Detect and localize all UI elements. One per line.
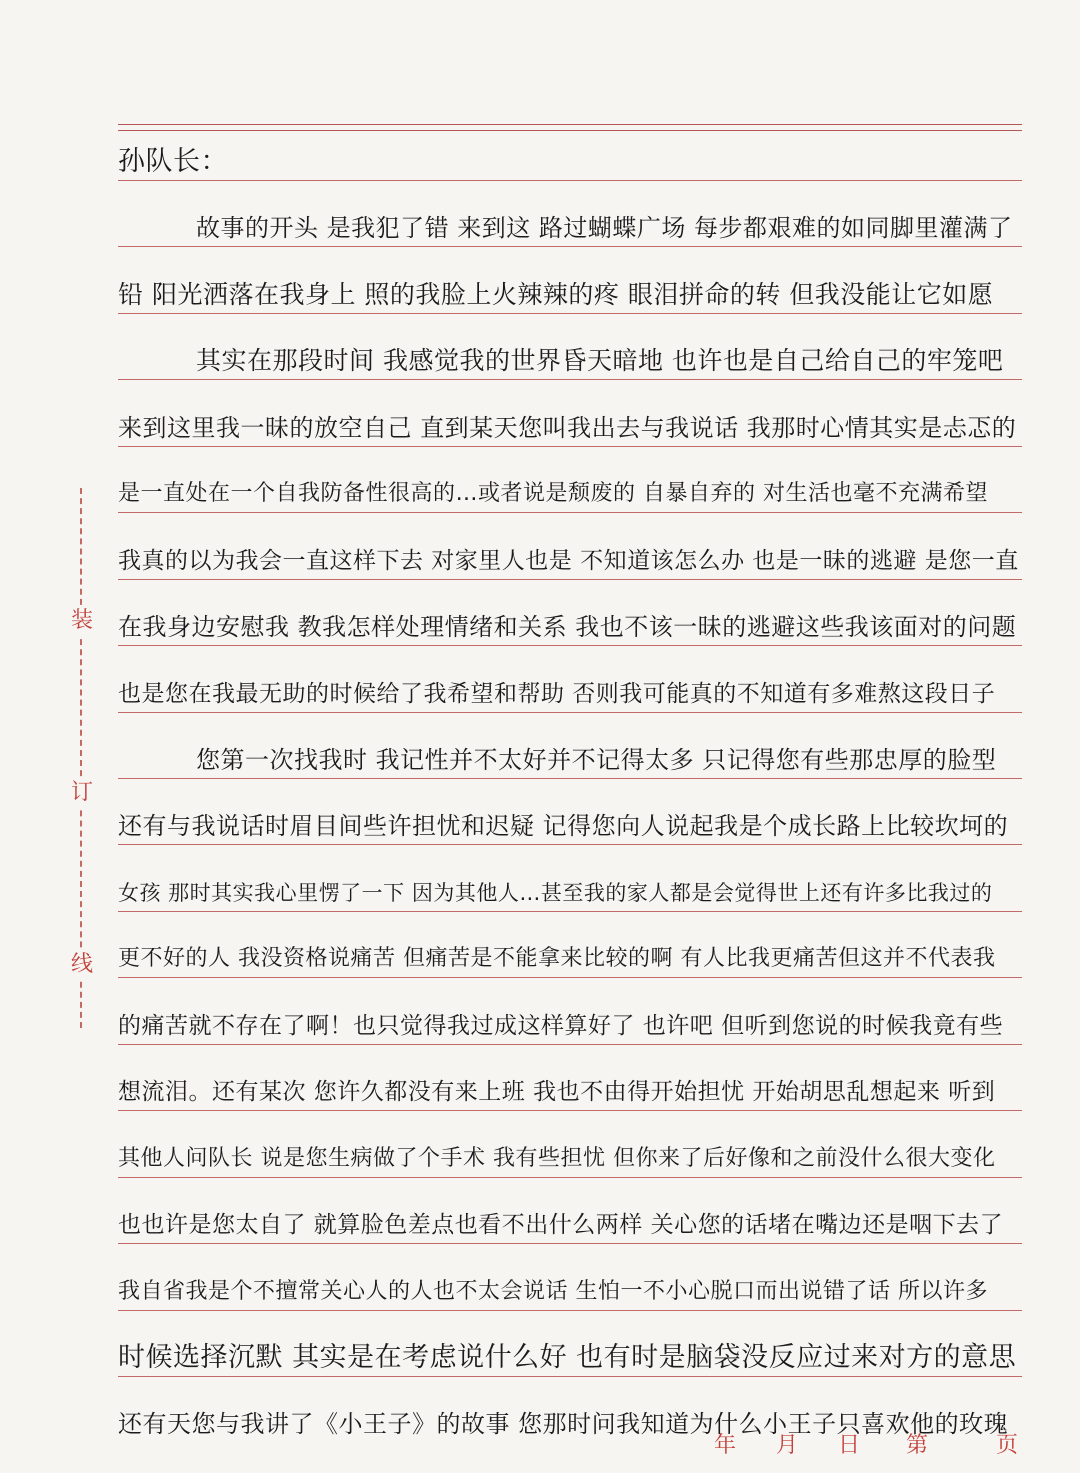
binding-char-ding: 订 (62, 778, 102, 808)
letter-line: 其他人问队长 说是您生病做了个手术 我有些担忧 但你来了后好像和之前没什么很大变化 (118, 1146, 996, 1171)
letter-line: 想流泪。还有某次 您许久都没有来上班 我也不由得开始担忧 开始胡思乱想起来 听到 (118, 1079, 996, 1105)
letter-greeting: 孙队长： (118, 146, 228, 177)
footer-date-page (700, 1428, 1030, 1464)
letter-line: 在我身边安慰我 教我怎样处理情绪和关系 我也不该一昧的逃避这些我该面对的问题 (118, 613, 1017, 641)
letter-line: 故事的开头 是我犯了错 来到这 路过蝴蝶广场 每步都艰难的如同脚里灌满了 (196, 214, 1013, 242)
letter-line: 也是您在我最无助的时候给了我希望和帮助 否则我可能真的不知道有多难熬这段日子 (118, 681, 996, 707)
binding-dashed-line (80, 488, 82, 1028)
header-rule-bottom (118, 130, 1022, 131)
footer-day: 日 (838, 1433, 861, 1458)
letter-line: 我自省我是个不擅常关心人的人也不太会说话 生怕一不小心脱口而出说错了话 所以许多 (118, 1279, 988, 1304)
letter-line: 女孩 那时其实我心里愣了一下 因为其他人…甚至我的家人都是会觉得世上还有许多比我过的 (118, 881, 993, 905)
footer-page-suffix: 页 (996, 1433, 1019, 1458)
binding-char-xian: 线 (62, 950, 102, 980)
letter-line: 还有天您与我讲了《小王子》的故事 您那时问我知道为什么小王子只喜欢他的玫瑰 (118, 1410, 1009, 1438)
footer-year: 年 (714, 1433, 737, 1458)
header-rule-top (118, 124, 1022, 125)
letter-line: 时候选择沉默 其实是在考虑说什么好 也有时是脑袋没反应过来对方的意思 (118, 1342, 1017, 1373)
footer-page-prefix: 第 (906, 1433, 929, 1458)
letter-line: 更不好的人 我没资格说痛苦 但痛苦是不能拿来比较的啊 有人比我更痛苦但这并不代表我 (118, 946, 996, 971)
letter-line: 来到这里我一昧的放空自己 直到某天您叫我出去与我说话 我那时心情其实是忐忑的 (118, 414, 1017, 442)
letter-line: 您第一次找我时 我记性并不太好并不记得太多 只记得您有些那忠厚的脸型 (196, 746, 997, 774)
binding-char-zhuang: 装 (62, 606, 102, 636)
letter-line: 也也许是您太自了 就算脸色差点也看不出什么两样 关心您的话堵在嘴边还是咽下去了 (118, 1212, 1004, 1238)
letter-line: 是一直处在一个自我防备性很高的…或者说是颓废的 自暴自弃的 对生活也毫不充满希望 (118, 481, 988, 506)
letter-line: 我真的以为我会一直这样下去 对家里人也是 不知道该怎么办 也是一昧的逃避 是您一直 (118, 548, 1019, 574)
letter-line: 还有与我说话时眉目间些许担忧和迟疑 记得您向人说起我是个成长路上比较坎坷的 (118, 812, 1009, 840)
letter-line: 其实在那段时间 我感觉我的世界昏天暗地 也许也是自己给自己的牢笼吧 (196, 346, 1004, 375)
letter-line: 铅 阳光洒落在我身上 照的我脸上火辣辣的疼 眼泪拼命的转 但我没能让它如愿 (118, 280, 994, 309)
footer-month: 月 (776, 1433, 799, 1458)
letter-line: 的痛苦就不存在了啊！也只觉得我过成这样算好了 也许吧 但听到您说的时候我竟有些 (118, 1013, 1004, 1039)
